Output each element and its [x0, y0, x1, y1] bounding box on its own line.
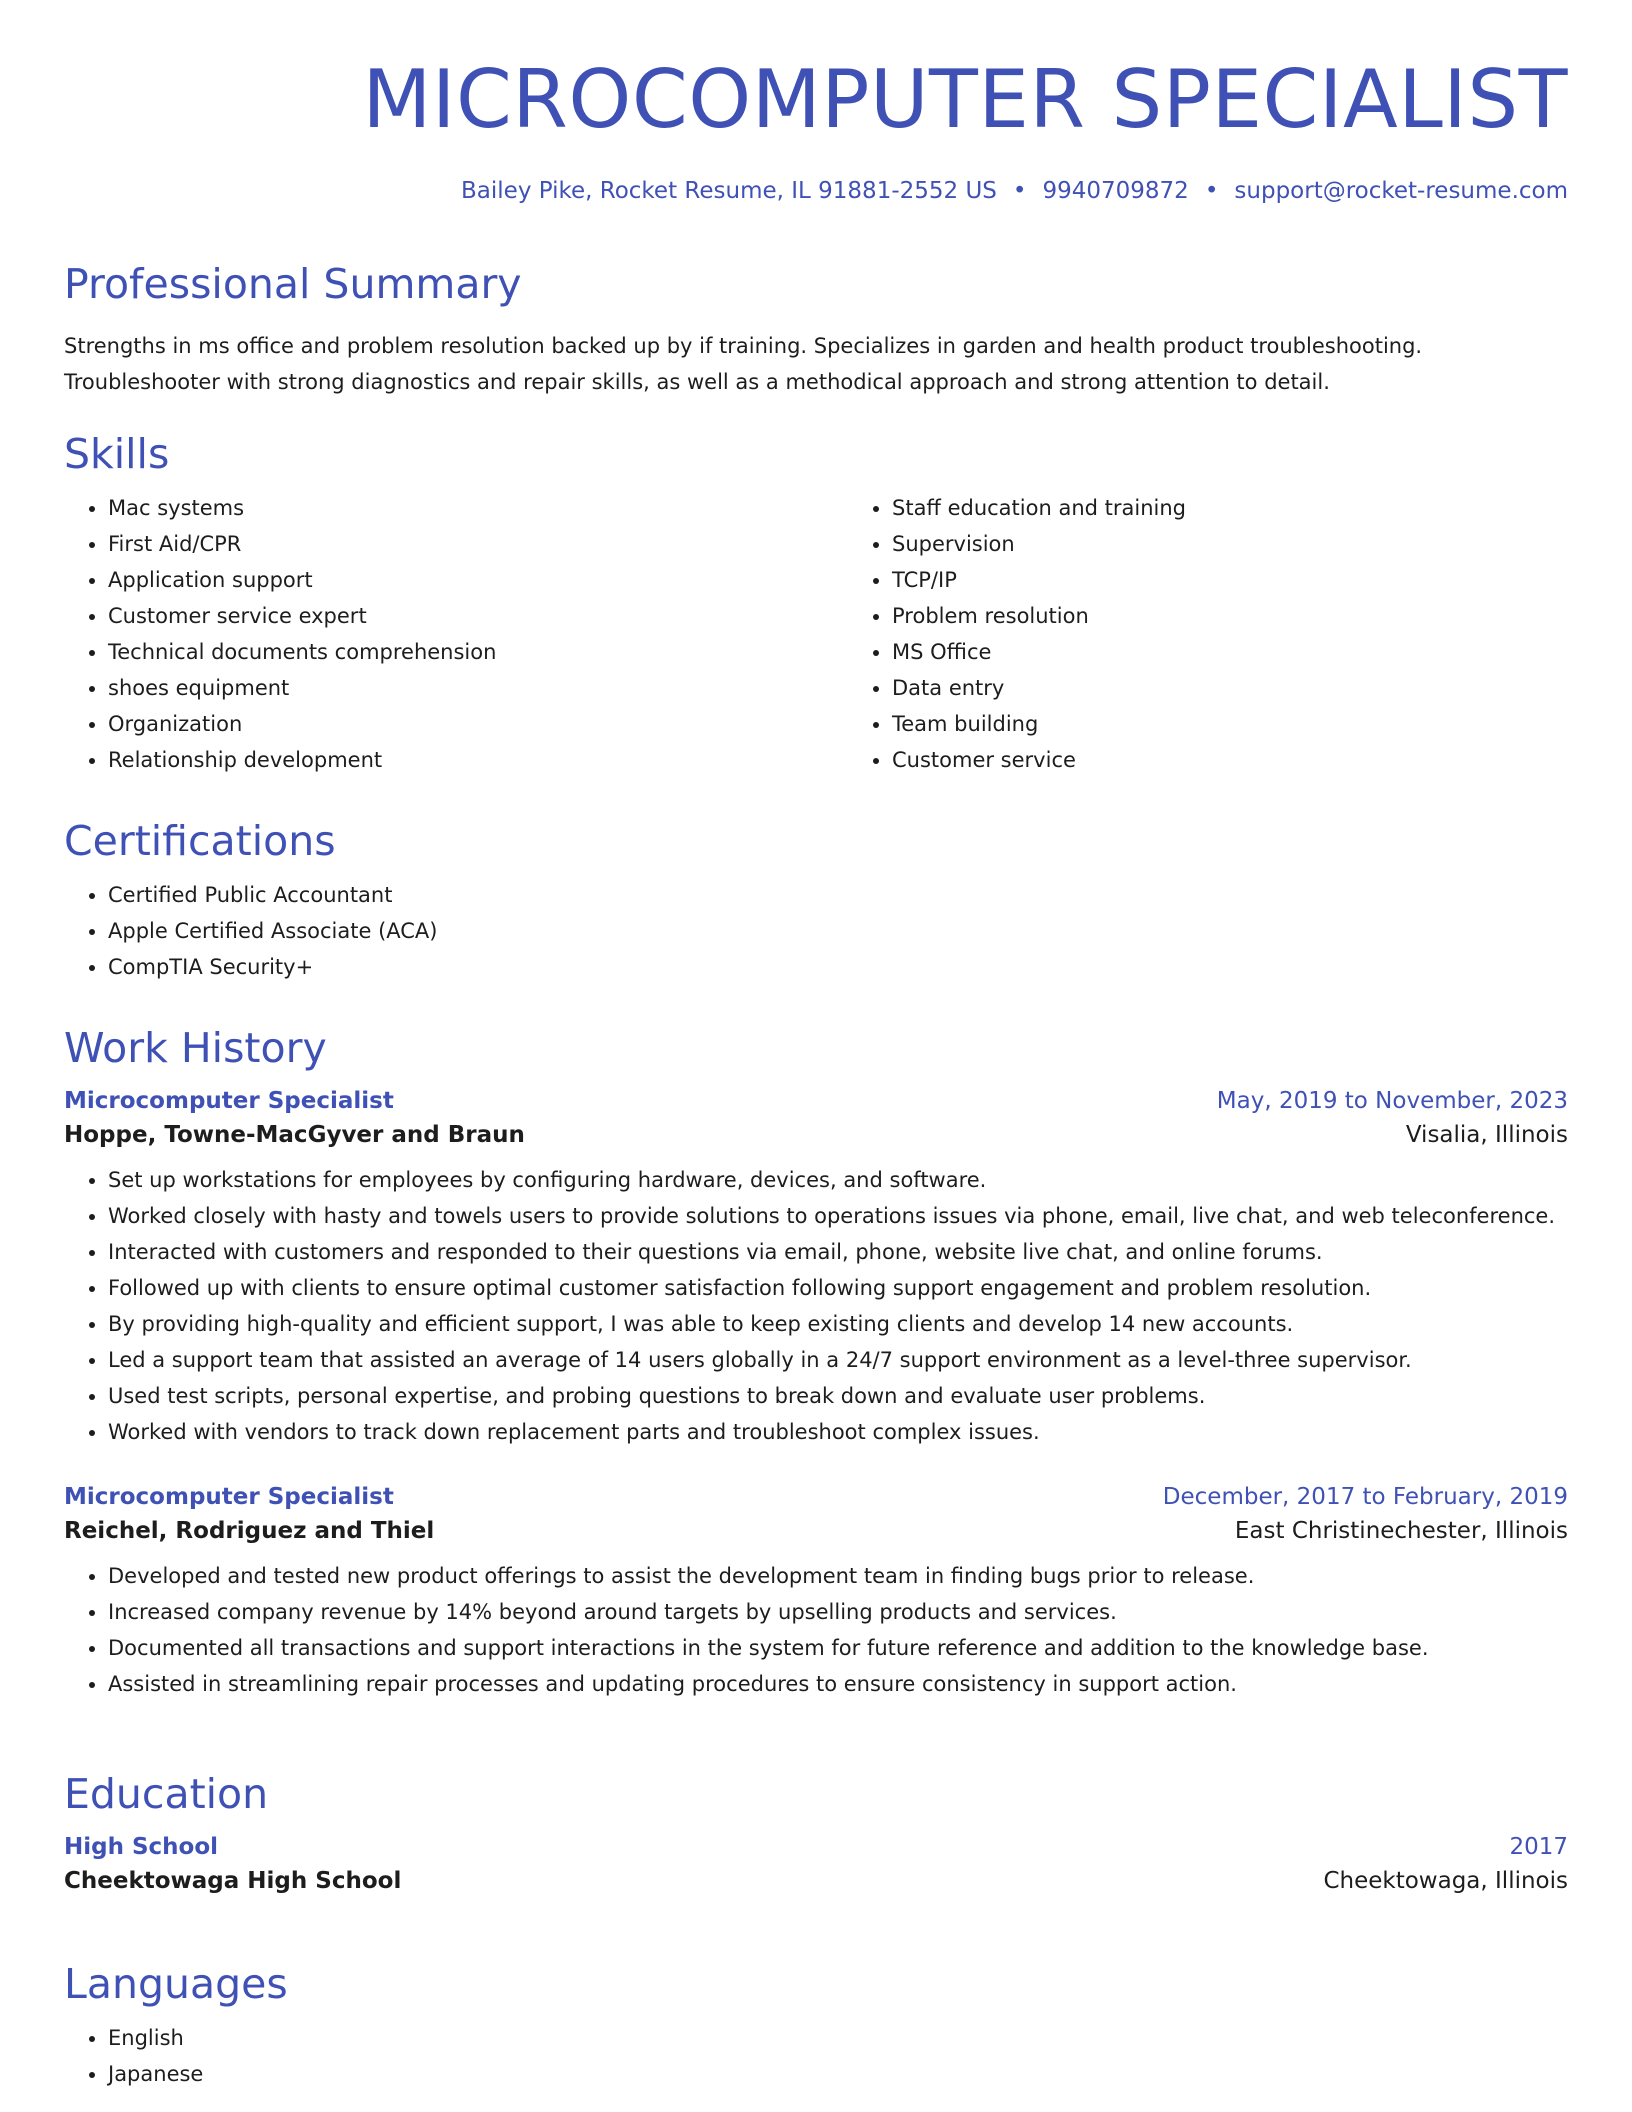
- job-location: East Christinechester, Illinois: [1234, 1518, 1568, 1544]
- contact-line: [64, 178, 1568, 204]
- job-bullet: • Used test scripts, personal expertise, and probing questions to break down and evaluate user problems.: [108, 1378, 1568, 1414]
- certification-item: • CompTIA Security+: [108, 949, 1568, 985]
- job-entry: [64, 1088, 1568, 1450]
- job-bullet: • Developed and tested new product offerings to assist the development team in finding bugs prior to release.: [108, 1558, 1568, 1594]
- skill-item: • Staff education and training: [892, 490, 1632, 526]
- summary-line: Strengths in ms office and problem resolution backed up by if training. Specializes in garden and health product troubleshooting.: [64, 334, 1423, 358]
- job-bullet: • Assisted in streamlining repair processes and updating procedures to ensure consistency in support action.: [108, 1666, 1568, 1702]
- language-item: • Japanese: [108, 2056, 1568, 2092]
- skill-item: • First Aid/CPR: [108, 526, 848, 562]
- education-section: [64, 1770, 1568, 1894]
- education-header-row: [64, 1834, 1568, 1860]
- education-school: Cheektowaga High School: [64, 1868, 402, 1894]
- education-year: 2017: [1509, 1834, 1568, 1860]
- job-bullet: • Set up workstations for employees by configuring hardware, devices, and software.: [108, 1162, 1568, 1198]
- skill-item: • Application support: [108, 562, 848, 598]
- job-bullet: • Worked closely with hasty and towels users to provide solutions to operations issues via phone, email, live chat, and web teleconference.: [108, 1198, 1568, 1234]
- job-bullet: • Interacted with customers and responded to their questions via email, phone, website live chat, and online forums.: [108, 1234, 1568, 1270]
- job-header-row: [64, 1088, 1568, 1114]
- contact-separator: •: [1204, 178, 1219, 204]
- job-dates: May, 2019 to November, 2023: [1216, 1088, 1568, 1114]
- summary-section: [64, 260, 1568, 400]
- skills-list-left: [64, 490, 848, 778]
- job-bullet: • Worked with vendors to track down replacement parts and troubleshoot complex issues.: [108, 1414, 1568, 1450]
- skills-heading: Skills: [64, 430, 170, 478]
- languages-section: [64, 1960, 1568, 2092]
- education-degree: High School: [64, 1834, 219, 1860]
- job-bullet: • By providing high-quality and efficient support, I was able to keep existing clients and develop 14 new accounts.: [108, 1306, 1568, 1342]
- work-history-heading: Work History: [64, 1024, 327, 1072]
- job-location: Visalia, Illinois: [1405, 1122, 1568, 1148]
- certifications-list: [64, 877, 1568, 985]
- job-title: Microcomputer Specialist: [64, 1088, 394, 1114]
- skill-item: • Organization: [108, 706, 848, 742]
- contact-address: Bailey Pike, Rocket Resume, IL 91881-2552 US: [461, 178, 997, 204]
- education-school-row: [64, 1868, 1568, 1894]
- education-location: Cheektowaga, Illinois: [1323, 1868, 1568, 1894]
- skills-section: [64, 430, 1568, 778]
- skill-item: • Team building: [892, 706, 1632, 742]
- summary-heading: Professional Summary: [64, 260, 522, 308]
- skill-item: • TCP/IP: [892, 562, 1632, 598]
- summary-line: Troubleshooter with strong diagnostics and repair skills, as well as a methodical approach and strong attention to detail.: [64, 370, 1330, 394]
- job-bullets: [64, 1558, 1568, 1702]
- skill-item: • shoes equipment: [108, 670, 848, 706]
- job-company-row: [64, 1122, 1568, 1148]
- education-heading: Education: [64, 1770, 269, 1818]
- certifications-section: [64, 817, 1568, 985]
- certifications-heading: Certifications: [64, 817, 336, 865]
- certification-item: • Apple Certified Associate (ACA): [108, 913, 1568, 949]
- job-bullet: • Led a support team that assisted an average of 14 users globally in a 24/7 support environment as a level-three supervisor.: [108, 1342, 1568, 1378]
- job-bullets: [64, 1162, 1568, 1450]
- job-company: Reichel, Rodriguez and Thiel: [64, 1518, 435, 1544]
- skill-item: • Technical documents comprehension: [108, 634, 848, 670]
- job-company: Hoppe, Towne-MacGyver and Braun: [64, 1122, 525, 1148]
- contact-email[interactable]: support@rocket-resume.com: [1234, 178, 1568, 204]
- job-header-row: [64, 1484, 1568, 1510]
- job-dates: December, 2017 to February, 2019: [1162, 1484, 1568, 1510]
- skill-item: • Mac systems: [108, 490, 848, 526]
- skill-item: • Data entry: [892, 670, 1632, 706]
- skill-item: • Customer service: [892, 742, 1632, 778]
- languages-heading: Languages: [64, 1960, 288, 2008]
- job-bullet: • Followed up with clients to ensure optimal customer satisfaction following support engagement and problem resolution.: [108, 1270, 1568, 1306]
- job-entry: [64, 1484, 1568, 1702]
- skills-list-right: [848, 490, 1632, 778]
- skills-columns: [64, 490, 1568, 778]
- contact-separator: •: [1012, 178, 1027, 204]
- skill-item: • Customer service expert: [108, 598, 848, 634]
- certification-item: • Certified Public Accountant: [108, 877, 1568, 913]
- job-bullet: • Documented all transactions and support interactions in the system for future reference and addition to the knowledge base.: [108, 1630, 1568, 1666]
- skill-item: • MS Office: [892, 634, 1632, 670]
- language-item: • English: [108, 2020, 1568, 2056]
- job-bullet: • Increased company revenue by 14% beyond around targets by upselling products and services.: [108, 1594, 1568, 1630]
- skill-item: • Problem resolution: [892, 598, 1632, 634]
- resume-title: MICROCOMPUTER SPECIALIST: [362, 53, 1568, 146]
- skill-item: • Relationship development: [108, 742, 848, 778]
- job-title: Microcomputer Specialist: [64, 1484, 394, 1510]
- languages-list: [64, 2020, 1568, 2092]
- contact-phone: 9940709872: [1042, 178, 1189, 204]
- job-company-row: [64, 1518, 1568, 1544]
- work-history-section: [64, 1024, 1568, 1702]
- skill-item: • Supervision: [892, 526, 1632, 562]
